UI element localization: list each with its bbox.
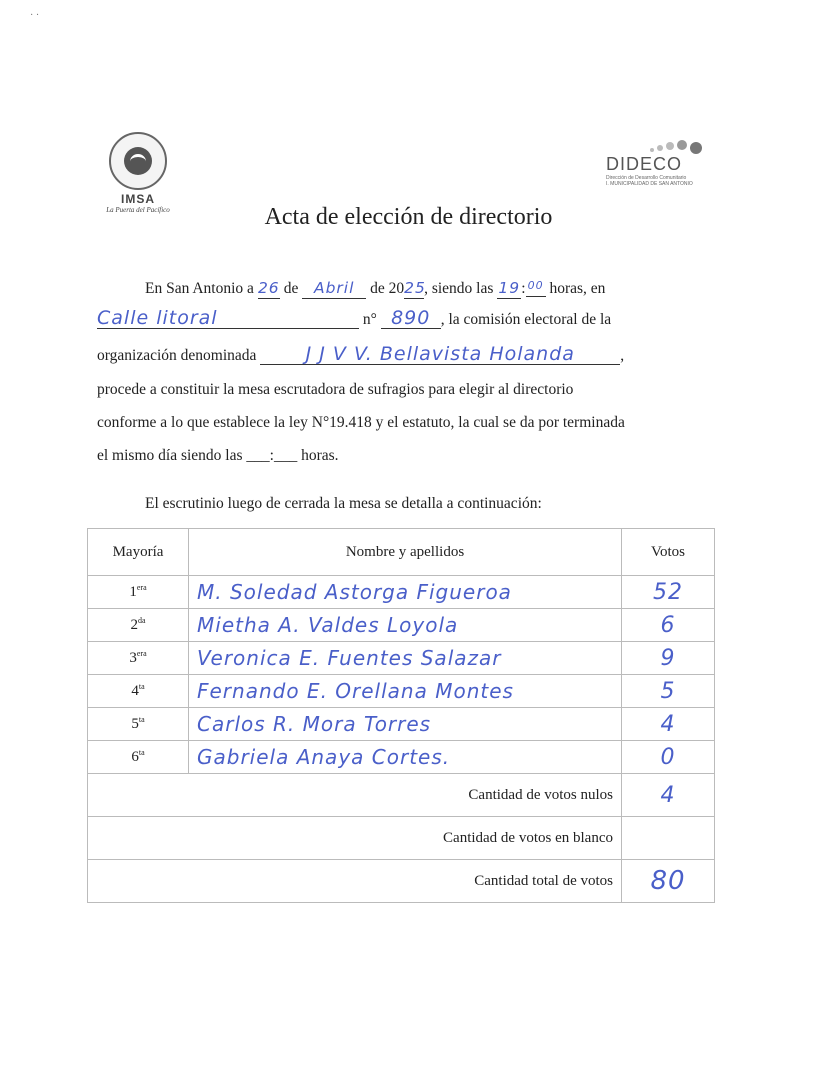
results-table: [87, 528, 715, 903]
body-line-2: conforme a lo que establece la ley N°19.418 y el estatuto, la cual se da por terminada: [97, 414, 625, 431]
org-name-field: J J V V. Bellavista Holanda: [260, 344, 620, 365]
table-row: $2^{da}$ Mietha A. Valdes Loyola 6: [88, 609, 715, 642]
scan-mark: · ·: [30, 10, 40, 21]
total-value: 80: [622, 860, 715, 903]
candidate-name: M. Soledad Astorga Figueroa: [189, 576, 622, 609]
candidate-name: Gabriela Anaya Cortes.: [189, 741, 622, 774]
intro-line-1: En San Antonio a 26 de Abril de 2025, siendo las 19: 00 horas, en: [145, 276, 605, 299]
dideco-logo: [606, 138, 714, 187]
escrutinio-line: El escrutinio luego de cerrada la mesa se detalla a continuación:: [145, 495, 542, 512]
blanco-label: Cantidad de votos en blanco: [88, 817, 622, 860]
candidate-name: Mietha A. Valdes Loyola: [189, 609, 622, 642]
table-row: $3^{era}$ Veronica E. Fuentes Salazar 9: [88, 642, 715, 675]
table-row: $6^{ta}$ Gabriela Anaya Cortes. 0: [88, 741, 715, 774]
table-row: $5^{ta}$ Carlos R. Mora Torres 4: [88, 708, 715, 741]
street-field: Calle litoral: [97, 308, 359, 329]
dideco-name: DIDECO: [606, 154, 683, 174]
intro-line-3: organización denominada J J V V. Bellavista Holanda ,: [97, 343, 625, 365]
header-nombre: Nombre y apellidos: [189, 529, 622, 576]
candidate-name: Fernando E. Orellana Montes: [189, 675, 622, 708]
dideco-subtitle-1: Dirección de Desarrollo Comunitario: [606, 175, 687, 181]
header-mayoria: Mayoría: [88, 529, 189, 576]
candidate-votes: 0: [622, 741, 715, 774]
end-time-line: el mismo día siendo las ___:___ horas.: [97, 447, 339, 464]
imsa-tagline: La Puerta del Pacífico: [106, 206, 170, 214]
candidate-name: Carlos R. Mora Torres: [189, 708, 622, 741]
candidate-votes: 5: [622, 675, 715, 708]
municipal-seal-icon: [109, 132, 167, 190]
day-field: 26: [257, 279, 280, 297]
dideco-subtitle-2: I. MUNICIPALIDAD DE SAN ANTONIO: [606, 181, 693, 187]
candidate-votes: 6: [622, 609, 715, 642]
intro-line-2: Calle litoral n° 890 , la comisión electoral de la: [97, 307, 612, 329]
dots-icon: [650, 138, 714, 154]
month-field: Abril: [302, 278, 366, 299]
imsa-logo: [96, 132, 180, 214]
table-row: $1^{era}$ M. Soledad Astorga Figueroa 52: [88, 576, 715, 609]
year-field: 25: [404, 279, 426, 297]
table-header-row: [88, 529, 715, 576]
document-title: Acta de elección de directorio: [264, 204, 553, 230]
blanco-value: [622, 817, 715, 860]
header-votos: Votos: [622, 529, 715, 576]
hour-field: 19: [498, 279, 521, 297]
candidate-name: Veronica E. Fuentes Salazar: [189, 642, 622, 675]
nulos-row: [88, 774, 715, 817]
candidate-votes: 52: [622, 576, 715, 609]
nulos-label: Cantidad de votos nulos: [88, 774, 622, 817]
minute-field: 00: [526, 276, 546, 297]
candidate-votes: 4: [622, 708, 715, 741]
end-time-blank: ___:___: [246, 447, 298, 464]
imsa-name: IMSA: [121, 192, 155, 206]
body-line-1: procede a constituir la mesa escrutadora de sufragios para elegir al directorio: [97, 381, 574, 398]
nulos-value: 4: [622, 774, 715, 817]
street-number-field: 890: [381, 308, 441, 329]
candidate-votes: 9: [622, 642, 715, 675]
total-label: Cantidad total de votos: [88, 860, 622, 903]
table-row: $4^{ta}$ Fernando E. Orellana Montes 5: [88, 675, 715, 708]
total-row: [88, 860, 715, 903]
blanco-row: [88, 817, 715, 860]
